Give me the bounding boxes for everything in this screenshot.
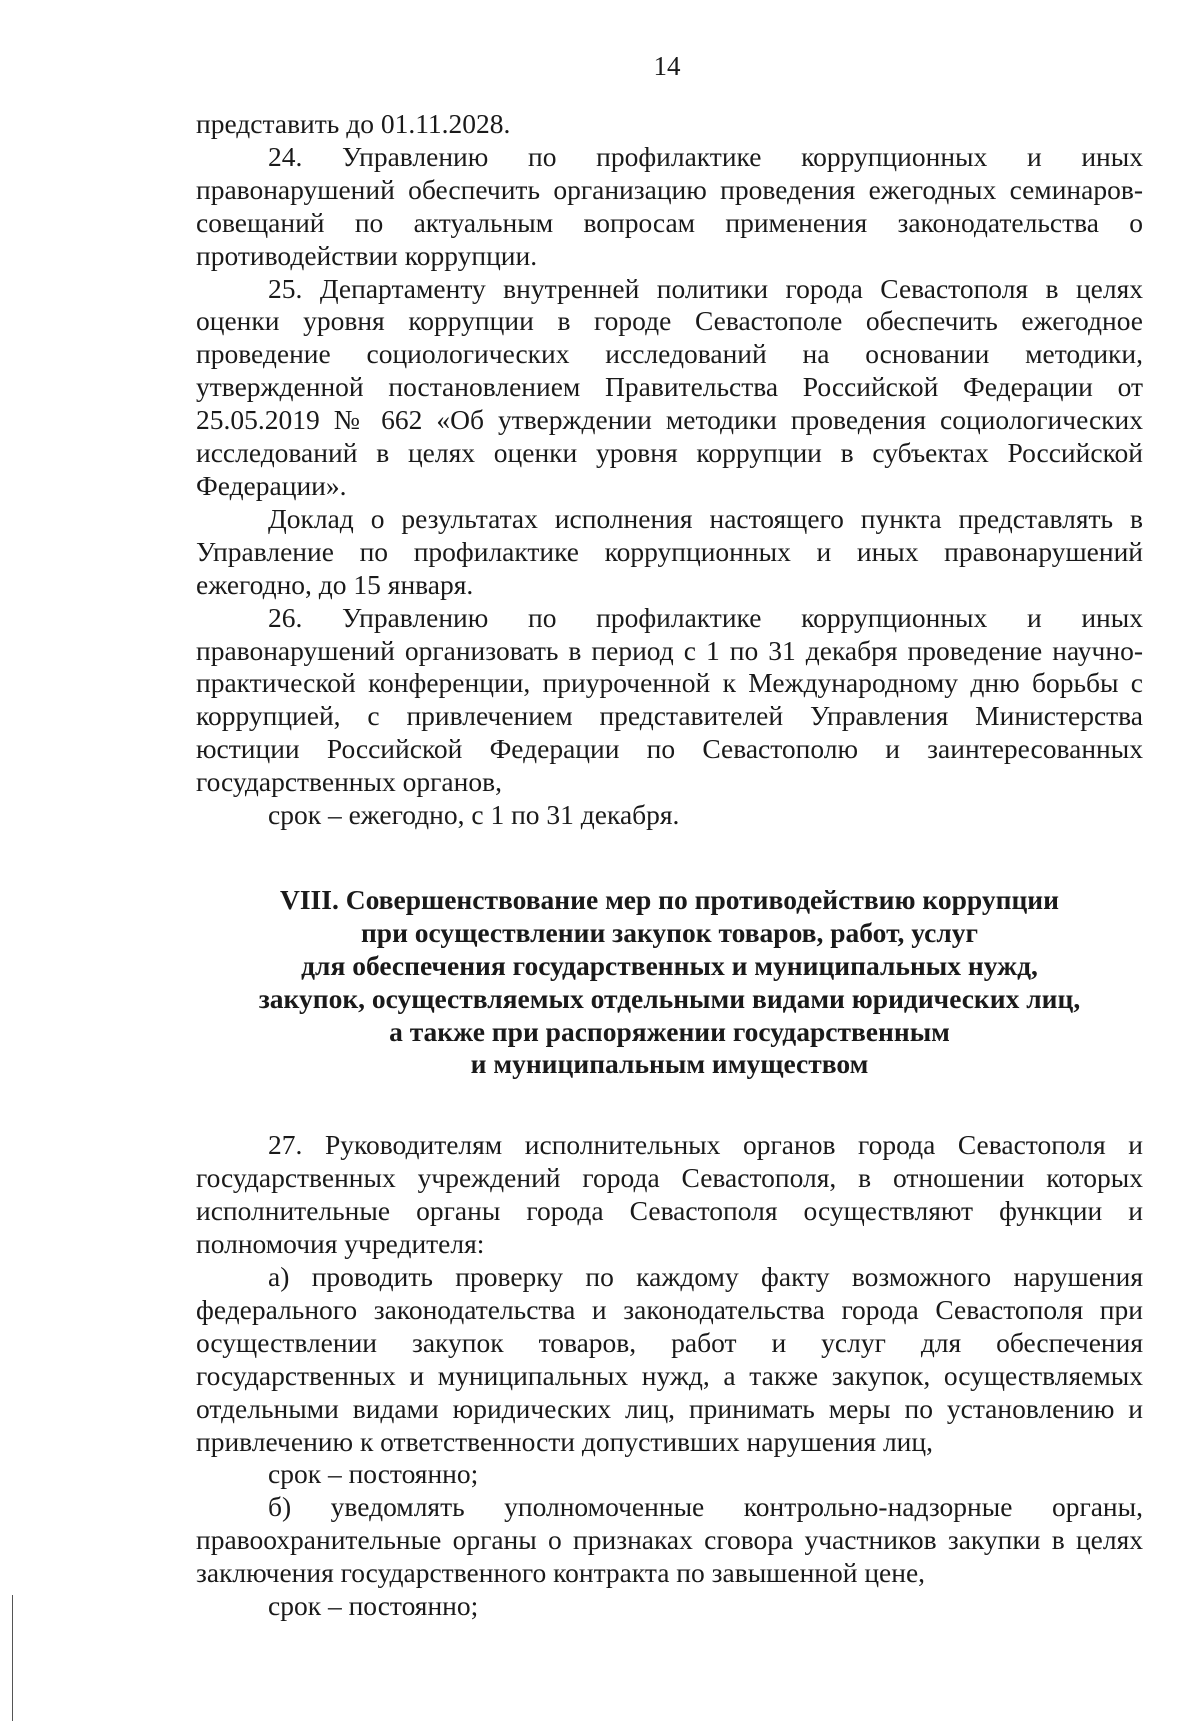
page-number: 14 [653, 51, 681, 81]
paragraph-subitem-b: б) уведомлять уполномоченные контрольно-надзорные органы, правоохранительные органы о признаках сговора участников закупки в целях заключения государственного контракта по завышенной цене, [196, 1491, 1143, 1589]
scan-edge-line [12, 1595, 13, 1721]
section-heading-line: для обеспечения государственных и муниципальных нужд, [301, 949, 1038, 981]
section-heading-line: и муниципальным имуществом [470, 1048, 869, 1080]
section-heading-line: VIII. Совершенствование мер по противодействию коррупции [280, 883, 1059, 915]
paragraph-deadline-annual: срок – ежегодно, с 1 по 31 декабря. [268, 799, 680, 831]
paragraph-item-25: 25. Департаменту внутренней политики города Севастополя в целях оценки уровня коррупции в городе Севастополе обеспечить ежегодное проведение социологических исследований на основании методики, утвержденной постановлением Правительства Российской Федерации от 25.05.2019 № 662 «Об утверждении методики проведения социологических исследований в целях оценки уровня коррупции в субъектах Российской Федерации». [196, 272, 1143, 501]
paragraph-subitem-a: а) проводить проверку по каждому факту возможного нарушения федерального законодательства и законодательства города Севастополя при осуществлении закупок товаров, работ и услуг для обеспечения государственных и муниципальных нужд, а также закупок, осуществляемых отдельными видами юридических лиц, принимать меры по установлению и привлечению к ответственности допустивших нарушения лиц, [196, 1261, 1143, 1457]
paragraph-item-26: 26. Управлению по профилактике коррупционных и иных правонарушений организовать в период с 1 по 31 декабря проведение научно-практической конференции, приуроченной к Международному дню борьбы с коррупцией, с привлечением представителей Управления Министерства юстиции Российской Федерации по Севастополю и заинтересованных государственных органов, [196, 601, 1143, 798]
section-heading-line: а также при распоряжении государственным [389, 1015, 950, 1047]
paragraph-item-24: 24. Управлению по профилактике коррупционных и иных правонарушений обеспечить организацию проведения ежегодных семинаров-совещаний по актуальным вопросам применения законодательства о противодействии коррупции. [196, 140, 1143, 271]
paragraph-deadline-continuation: представить до 01.11.2028. [196, 108, 511, 139]
paragraph-deadline-permanent: срок – постоянно; [268, 1590, 479, 1622]
document-body [196, 108, 1143, 1623]
paragraph-deadline-permanent: срок – постоянно; [268, 1458, 479, 1490]
section-heading-line: закупок, осуществляемых отдельными видами юридических лиц, [258, 982, 1081, 1014]
paragraphs-after-heading [196, 1129, 1143, 1623]
section-heading [196, 884, 1143, 1081]
section-heading-line: при осуществлении закупок товаров, работ, услуг [360, 916, 979, 948]
paragraph-report-instruction: Доклад о результатах исполнения настоящего пункта представлять в Управление по профилактике коррупционных и иных правонарушений ежегодно, до 15 января. [196, 502, 1143, 600]
paragraph-item-27: 27. Руководителям исполнительных органов города Севастополя и государственных учреждений города Севастополя, в отношении которых исполнительные органы города Севастополя осуществляют функции и полномочия учредителя: [196, 1129, 1143, 1260]
paragraphs-before-heading [196, 108, 1143, 832]
